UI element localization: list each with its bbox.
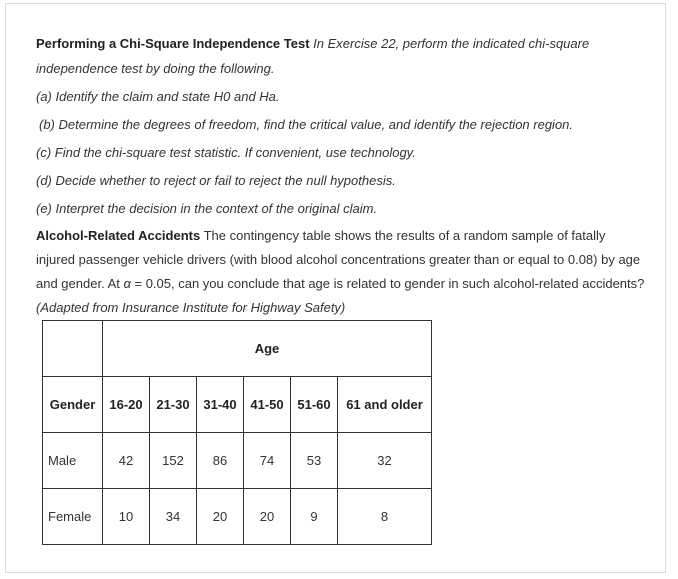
step-a: (a) Identify the claim and state H0 and Ha. [36, 89, 280, 104]
problem-text-2: = 0.05, can you conclude that age is related to gender in such alcohol-related accidents? [130, 276, 645, 291]
table-cell: 42 [103, 433, 150, 489]
problem-paragraph [36, 224, 646, 320]
table-cell: 152 [150, 433, 197, 489]
table-cell: 20 [244, 489, 291, 545]
table-group-header-row [43, 321, 432, 377]
intro-paragraph [36, 31, 646, 81]
column-header: 16-20 [103, 377, 150, 433]
table-row [43, 489, 432, 545]
table-header-row [43, 377, 432, 433]
intro-title: Performing a Chi-Square Independence Test [36, 36, 310, 51]
column-header: 61 and older [338, 377, 432, 433]
table-cell: 74 [244, 433, 291, 489]
step-e: (e) Interpret the decision in the context of the original claim. [36, 201, 378, 216]
table-cell: 8 [338, 489, 432, 545]
table-row [43, 433, 432, 489]
problem-title: Alcohol-Related Accidents [36, 228, 201, 243]
column-header: 51-60 [291, 377, 338, 433]
gender-header: Gender [43, 377, 103, 433]
table-cell: 10 [103, 489, 150, 545]
empty-corner-cell [43, 321, 103, 377]
problem-text-1: The contingency table shows the results of a random sample of fatally injured passenger vehicle drivers (with blood alcohol concentrations greater than or equal to 0.08) by age and gender. At [36, 228, 641, 291]
row-label: Female [43, 489, 103, 545]
step-b: (b) Determine the degrees of freedom, find the critical value, and identify the rejection region. [39, 117, 574, 132]
column-header: 21-30 [150, 377, 197, 433]
problem-source: (Adapted from Insurance Institute for Highway Safety) [36, 300, 346, 315]
row-label: Male [43, 433, 103, 489]
step-c: (c) Find the chi-square test statistic. If convenient, use technology. [36, 145, 416, 160]
table-cell: 9 [291, 489, 338, 545]
step-d: (d) Decide whether to reject or fail to reject the null hypothesis. [36, 173, 396, 188]
contingency-table [42, 320, 432, 545]
intro-instruction: In Exercise 22, perform the indicated chi-square independence test by doing the following. [36, 36, 590, 76]
table-cell: 20 [197, 489, 244, 545]
table-cell: 32 [338, 433, 432, 489]
age-header: Age [103, 321, 432, 377]
column-header: 31-40 [197, 377, 244, 433]
column-header: 41-50 [244, 377, 291, 433]
alpha-symbol: α [123, 276, 131, 291]
table-cell: 53 [291, 433, 338, 489]
question-content [36, 31, 646, 323]
table-cell: 34 [150, 489, 197, 545]
table-cell: 86 [197, 433, 244, 489]
